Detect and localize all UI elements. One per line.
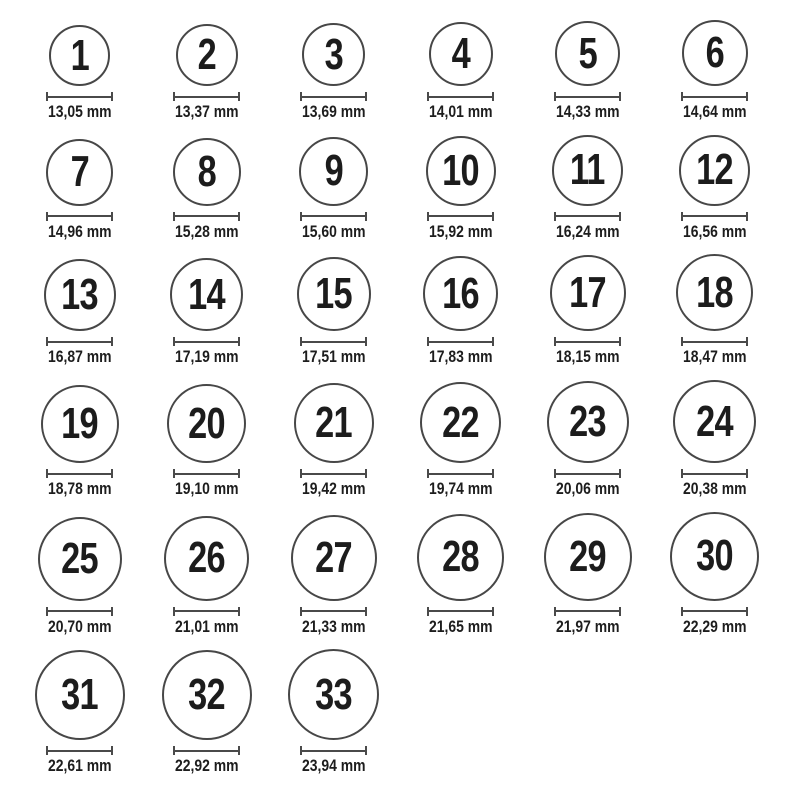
ring-size-item [143, 258, 270, 367]
ring-circle [420, 382, 501, 463]
ring-size-item [651, 135, 778, 242]
diameter-label: 17,19 mm [174, 347, 239, 367]
ring-size-item [270, 137, 397, 242]
ring-circle [176, 24, 238, 86]
ring-size-item [143, 650, 270, 776]
diameter-label: 13,37 mm [174, 102, 239, 121]
diameter-label: 15,92 mm [428, 221, 493, 241]
ring-circle [302, 23, 365, 86]
diameter-measure-line [427, 212, 494, 221]
ring-size-item [270, 383, 397, 499]
ring-circle [673, 380, 756, 463]
diameter-label: 19,10 mm [174, 479, 239, 499]
diameter-label: 13,69 mm [301, 102, 366, 121]
diameter-label: 13,05 mm [47, 102, 112, 121]
ring-size-number: 22 [442, 397, 479, 447]
diameter-measure-line [46, 337, 113, 346]
ring-size-number: 15 [315, 269, 352, 319]
ring-size-row [16, 649, 786, 776]
diameter-label: 14,96 mm [47, 221, 112, 241]
diameter-label: 20,06 mm [555, 479, 620, 499]
ring-size-item [524, 135, 651, 242]
ring-circle [299, 137, 368, 206]
ring-size-row [16, 380, 786, 499]
ring-circle [423, 256, 498, 331]
ring-size-number: 6 [705, 28, 724, 77]
ring-size-item [270, 23, 397, 122]
ring-size-item [524, 255, 651, 367]
ring-size-item [651, 254, 778, 367]
ring-size-item [524, 513, 651, 637]
diameter-measure-line [46, 469, 113, 478]
diameter-measure-line [173, 212, 240, 221]
diameter-measure-line [300, 746, 367, 755]
diameter-label: 18,47 mm [682, 347, 747, 367]
diameter-measure-line [681, 607, 748, 616]
diameter-label: 18,78 mm [47, 479, 112, 499]
diameter-label: 16,24 mm [555, 221, 620, 241]
ring-circle [170, 258, 243, 331]
ring-circle [676, 254, 753, 331]
diameter-measure-line [681, 92, 748, 101]
diameter-measure-line [554, 92, 621, 101]
ring-size-number: 17 [569, 268, 606, 318]
ring-size-number: 11 [570, 145, 605, 195]
ring-circle [41, 385, 119, 463]
diameter-label: 17,83 mm [428, 347, 493, 367]
diameter-label: 21,01 mm [174, 616, 239, 636]
ring-size-number: 31 [61, 670, 98, 720]
ring-size-item [524, 21, 651, 122]
diameter-label: 16,87 mm [47, 347, 112, 367]
ring-circle [417, 514, 504, 601]
diameter-label: 15,28 mm [174, 221, 239, 241]
ring-size-number: 27 [315, 532, 352, 582]
diameter-label: 20,70 mm [47, 616, 112, 636]
ring-circle [288, 649, 379, 740]
ring-size-number: 33 [315, 669, 352, 719]
diameter-label: 22,61 mm [47, 756, 112, 776]
ring-circle [49, 25, 110, 86]
diameter-measure-line [300, 337, 367, 346]
ring-size-item [651, 380, 778, 499]
diameter-measure-line [46, 92, 113, 101]
diameter-measure-line [554, 212, 621, 221]
diameter-label: 14,64 mm [682, 102, 747, 121]
ring-size-number: 3 [324, 29, 343, 79]
diameter-measure-line [46, 607, 113, 616]
diameter-measure-line [681, 337, 748, 346]
ring-size-number: 28 [442, 532, 479, 582]
ring-circle [291, 515, 377, 601]
ring-circle [46, 139, 113, 206]
diameter-label: 23,94 mm [301, 756, 366, 776]
diameter-label: 14,33 mm [555, 102, 620, 121]
ring-size-item [16, 259, 143, 367]
ring-circle [670, 512, 759, 601]
diameter-label: 17,51 mm [301, 347, 366, 367]
ring-size-item [270, 257, 397, 367]
ring-size-number: 32 [188, 670, 225, 720]
diameter-label: 14,01 mm [428, 102, 493, 121]
ring-circle [164, 516, 249, 601]
ring-circle [550, 255, 626, 331]
ring-size-item [16, 385, 143, 499]
diameter-measure-line [173, 469, 240, 478]
ring-size-row [16, 135, 786, 242]
diameter-measure-line [681, 212, 748, 221]
ring-size-item [651, 20, 778, 122]
ring-size-row [16, 254, 786, 367]
diameter-measure-line [46, 746, 113, 755]
diameter-measure-line [173, 92, 240, 101]
ring-size-item [397, 256, 524, 367]
ring-size-number: 4 [451, 29, 470, 78]
ring-size-number: 25 [61, 533, 98, 583]
ring-size-number: 8 [197, 146, 216, 196]
ring-circle [682, 20, 748, 86]
ring-size-row [16, 20, 786, 122]
ring-circle [426, 136, 496, 206]
ring-size-item [16, 517, 143, 637]
ring-size-item [651, 512, 778, 637]
ring-size-number: 24 [696, 396, 733, 446]
ring-circle [167, 384, 246, 463]
ring-size-item [143, 516, 270, 637]
ring-size-number: 2 [197, 30, 216, 79]
ring-size-item [270, 515, 397, 637]
ring-circle [297, 257, 371, 331]
ring-size-item [397, 22, 524, 122]
ring-size-number: 29 [569, 531, 606, 581]
diameter-label: 21,97 mm [555, 616, 620, 636]
diameter-label: 19,74 mm [428, 479, 493, 499]
ring-size-number: 18 [696, 267, 733, 317]
diameter-label: 21,65 mm [428, 616, 493, 636]
diameter-measure-line [300, 469, 367, 478]
ring-circle [162, 650, 252, 740]
ring-size-number: 9 [324, 146, 343, 196]
diameter-measure-line [681, 469, 748, 478]
diameter-measure-line [300, 607, 367, 616]
diameter-measure-line [554, 337, 621, 346]
diameter-measure-line [300, 212, 367, 221]
diameter-measure-line [173, 607, 240, 616]
ring-size-item [16, 25, 143, 122]
ring-size-number: 26 [188, 533, 225, 583]
ring-size-number: 10 [442, 145, 479, 195]
ring-size-item [143, 138, 270, 242]
ring-size-number: 21 [315, 398, 352, 448]
ring-circle [547, 381, 629, 463]
diameter-label: 20,38 mm [682, 479, 747, 499]
diameter-measure-line [427, 469, 494, 478]
ring-size-number: 30 [696, 531, 733, 581]
diameter-measure-line [554, 607, 621, 616]
diameter-label: 18,15 mm [555, 347, 620, 367]
ring-circle [679, 135, 750, 206]
diameter-measure-line [173, 337, 240, 346]
diameter-measure-line [427, 607, 494, 616]
diameter-measure-line [427, 337, 494, 346]
diameter-measure-line [427, 92, 494, 101]
ring-size-item [524, 381, 651, 499]
ring-size-number: 12 [696, 145, 733, 195]
diameter-measure-line [554, 469, 621, 478]
ring-size-item [397, 382, 524, 499]
ring-size-number: 20 [188, 398, 225, 448]
ring-size-number: 5 [578, 28, 597, 78]
ring-size-item [16, 139, 143, 242]
diameter-label: 21,33 mm [301, 616, 366, 636]
ring-circle [294, 383, 374, 463]
ring-circle [35, 650, 125, 740]
ring-size-number: 19 [61, 399, 98, 449]
ring-size-item [397, 136, 524, 242]
ring-circle [44, 259, 116, 331]
ring-circle [552, 135, 623, 206]
ring-size-item [397, 514, 524, 637]
ring-size-item [16, 650, 143, 776]
ring-size-number: 7 [70, 147, 89, 197]
ring-size-item [143, 24, 270, 122]
ring-circle [429, 22, 493, 86]
ring-circle [173, 138, 241, 206]
diameter-measure-line [46, 212, 113, 221]
diameter-measure-line [300, 92, 367, 101]
ring-circle [38, 517, 122, 601]
diameter-label: 15,60 mm [301, 221, 366, 241]
ring-size-item [143, 384, 270, 499]
ring-size-number: 14 [188, 269, 225, 319]
ring-circle [555, 21, 620, 86]
diameter-label: 22,29 mm [682, 616, 747, 636]
ring-size-number: 1 [70, 30, 89, 80]
ring-size-row [16, 512, 786, 637]
diameter-measure-line [173, 746, 240, 755]
ring-size-number: 23 [569, 397, 606, 447]
ring-size-item [270, 649, 397, 776]
diameter-label: 19,42 mm [301, 479, 366, 499]
diameter-label: 16,56 mm [682, 221, 747, 241]
ring-size-number: 13 [61, 270, 98, 320]
ring-circle [544, 513, 632, 601]
ring-size-number: 16 [442, 268, 479, 318]
diameter-label: 22,92 mm [174, 756, 239, 776]
